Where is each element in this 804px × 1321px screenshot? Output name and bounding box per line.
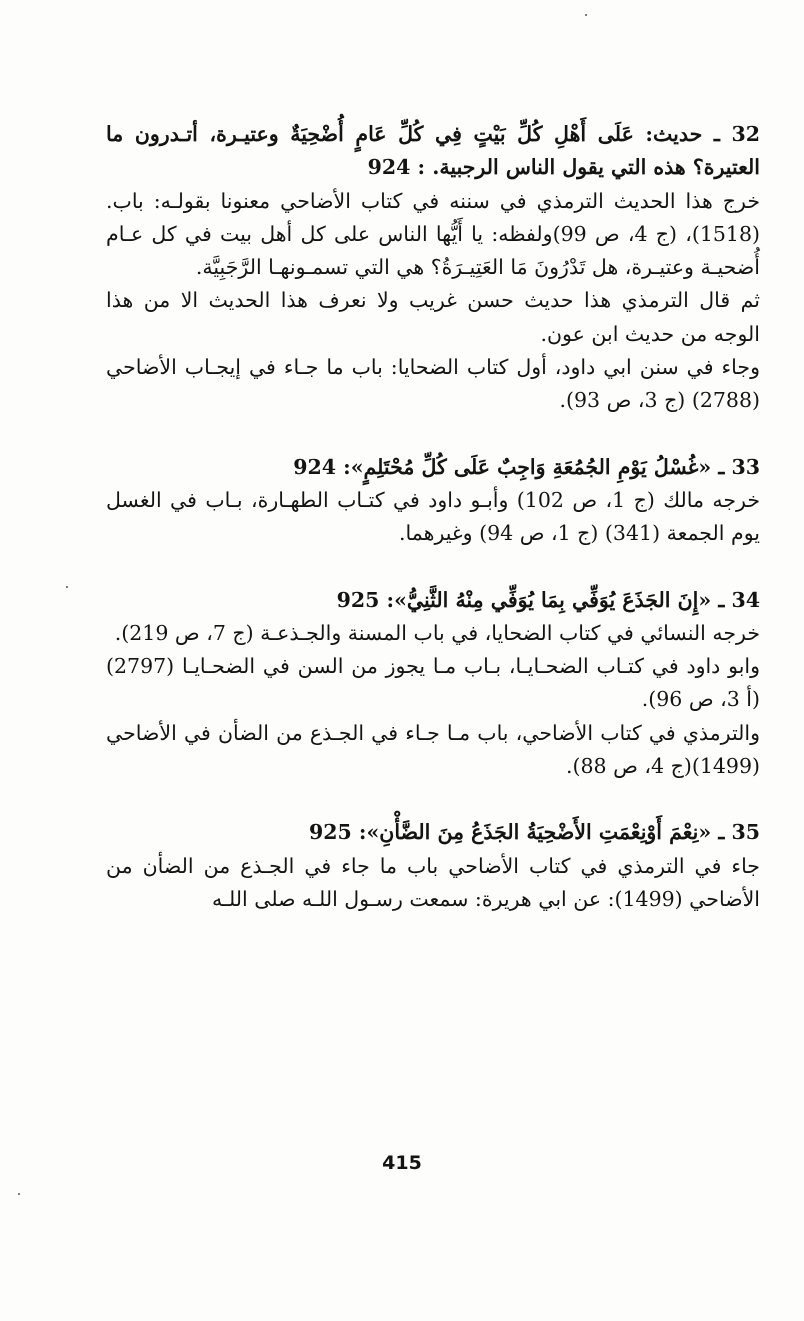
entry-paragraph: خرجه مالك (ج 1، ص 102) وأبـو داود في كتـاب الطهـارة، بـاب في الغسل يوم الجمعة (341) (ج 1، ص 94) وغيرهما. (106, 487, 760, 546)
entry-heading: 34 ـ «إِنَ الجَذَعَ يُوَفِّي بِمَا يُوَفِّي مِنْهُ الثَّنِيُّ»: 925 (336, 587, 760, 612)
note-entry-32 (106, 118, 760, 418)
entry-paragraph: خرجه النسائي في كتاب الضحايا، في باب المسنة والجـذعـة (ج 7، ص 219). (114, 620, 760, 645)
entry-paragraph: جاء في الترمذي في كتاب الأضاحي باب ما جاء في الجـذع من الضأن من الأضاحي (1499): عن ابي هريرة: سمعت رسـول اللـه صلى اللـه (106, 853, 760, 911)
entry-paragraph: ثم قال الترمذي هذا حديث حسن غريب ولا نعرف هذا الحديث الا من هذا الوجه من حديث ابن عون. (106, 288, 760, 346)
note-entry-33 (106, 451, 760, 551)
entry-paragraph: خرج هذا الحديث الترمذي في سننه في كتاب الأضاحي معنونا بقولـه: باب. (1518)، (ج 4، ص 99)ولفظه: يا أَيُّها الناس على كل أهل بيت في كل عـام أُضحيـة وعتيـرة، هل تَدْرُونَ مَا العَتِيـرَةُ؟ هي التي تسمـونهـا الرَّجَبِيَّة. (106, 188, 760, 280)
entry-heading: 35 ـ «نِعْمَ أَوْنِعْمَتِ الأَضْحِيَةُ الجَذَعُ مِنَ الضَّأْنِ»: 925 (308, 820, 760, 845)
scan-speck (66, 586, 68, 588)
entry-paragraph: وجاء في سنن ابي داود، أول كتاب الضحايا: باب ما جـاء في إيجـاب الأضاحي (2788) (ج 3، ص 93). (106, 355, 760, 413)
note-entry-34 (106, 584, 760, 784)
note-entry-35 (106, 816, 760, 916)
entry-heading: 33 ـ «غُسْلُ يَوْمِ الجُمُعَةِ وَاجِبٌ عَلَى كُلِّ مُحْتَلِمٍ»: 924 (293, 454, 760, 479)
entry-paragraph: والترمذي في كتاب الأضاحي، باب مـا جـاء في الجـذع من الضأن في الأضاحي (1499)(ج 4، ص 88). (106, 720, 760, 779)
scan-speck (585, 14, 587, 16)
entry-paragraph: وابو داود في كتـاب الضحـايـا، بـاب مـا يجوز من السن في الضحـايـا (2797) (أ 3، ص 96). (106, 654, 760, 712)
notes-text (106, 118, 760, 916)
page-number: 415 (382, 1152, 422, 1174)
entry-heading: 32 ـ حديث: عَلَى أَهْلِ كُلِّ بَيْتٍ فِي كُلِّ عَامٍ أُضْحِيَةٌ وعتيـرة، أتـدرون ما العتيرة؟ هذه التي يقول الناس الرجبية. : 924 (106, 122, 760, 180)
scan-speck (18, 1193, 20, 1195)
